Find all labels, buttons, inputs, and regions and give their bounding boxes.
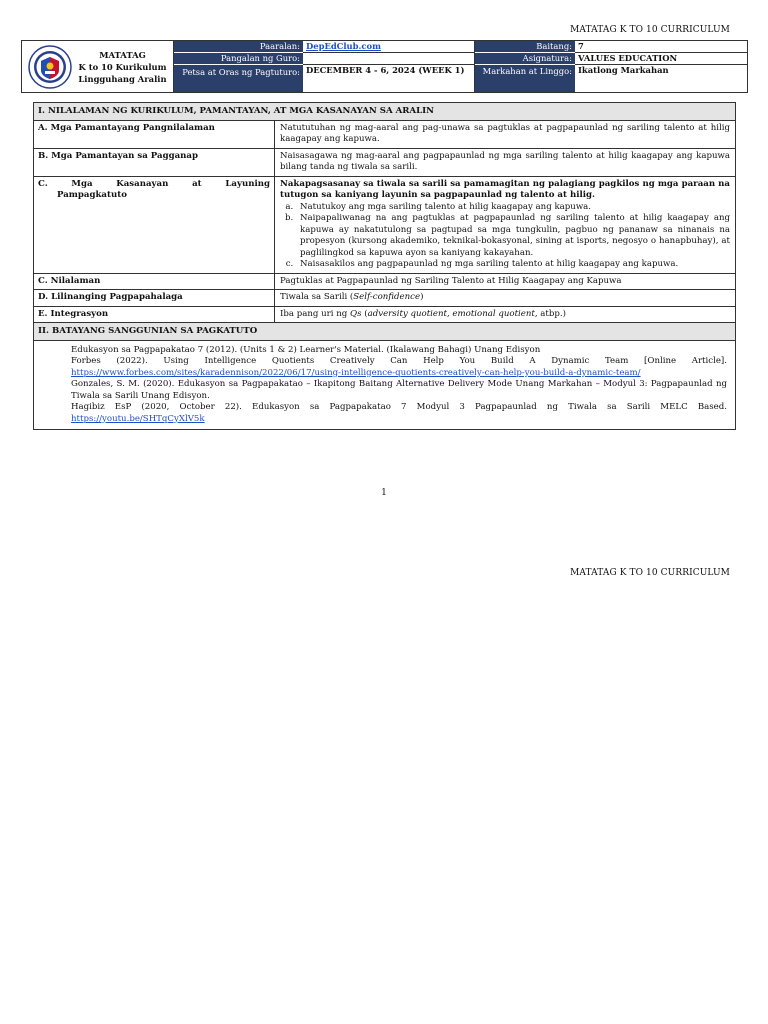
row-value: Naisasagawa ng mag-aaral ang pagpapaunlad ng mga sariling talento at hilig kaagapay ang kapuwa bilang tanda ng tiwala sa sarili.	[280, 150, 730, 172]
row-integrasyon	[34, 307, 735, 324]
row-value	[275, 177, 735, 273]
header-fields	[174, 41, 747, 92]
value-text: (	[361, 308, 368, 319]
row-label: C. Nilalaman	[34, 274, 275, 290]
page-number: 1	[381, 488, 387, 498]
petsa-label: Petsa at Oras ng Pagtuturo:	[174, 65, 303, 92]
value-emphasis: adversity quotient, emotional quotient	[367, 308, 535, 319]
reference-link[interactable]: https://www.forbes.com/sites/karadennison/2022/06/17/using-intelligence-quotients-creatively-can-help-you-build-a-dynamic-team/	[71, 367, 641, 378]
reference-item	[71, 356, 727, 379]
guro-label: Pangalan ng Guro:	[174, 53, 303, 65]
row-kasanayan	[34, 177, 735, 274]
row-pamantayan-sa-pagganap	[34, 149, 735, 177]
curriculum-label: MATATAG K TO 10 CURRICULUM	[570, 25, 730, 35]
lesson-table	[33, 102, 736, 430]
paaralan-value	[303, 41, 475, 53]
lesson-header	[21, 40, 748, 93]
markahan-label: Markahan at Linggo:	[475, 65, 575, 92]
row-label-line: C. Mga Kasanayan at Layuning	[38, 178, 270, 189]
title-line: Lingguhang Aralin	[78, 73, 167, 84]
reference-text: Hagibiz EsP (2020, October 22). Edukasyon sa Pagpapakatao 7 Modyul 3 Pagpapaunlad ng Tiwala sa Sarili MELC Based.	[71, 402, 727, 412]
row-value: Pagtuklas at Pagpapaunlad ng Sariling Talento at Hilig Kaagapay ang Kapuwa	[280, 275, 622, 286]
title-line: MATATAG	[99, 49, 146, 60]
list-item: a. Natutukoy ang mga sariling talento at hilig kaagapay ang kapuwa.	[296, 202, 730, 214]
references	[34, 341, 735, 430]
row-value	[275, 290, 735, 306]
asignatura-label: Asignatura:	[475, 53, 575, 65]
school-link[interactable]: DepEdClub.com	[306, 41, 381, 51]
row-label: B. Mga Pamantayan sa Pagganap	[34, 149, 275, 176]
row-nilalaman	[34, 274, 735, 291]
title-line: K to 10 Kurikulum	[78, 61, 167, 72]
row-label: E. Integrasyon	[34, 307, 275, 323]
row-label: A. Mga Pamantayang Pangnilalaman	[34, 121, 275, 148]
value-text: Tiwala sa Sarili (	[280, 292, 354, 302]
curriculum-label: MATATAG K TO 10 CURRICULUM	[570, 568, 730, 578]
baitang-value: 7	[575, 41, 747, 53]
value-text: Iba pang uri ng	[280, 308, 351, 319]
row-pagpapahalaga	[34, 290, 735, 307]
row-value	[275, 307, 735, 323]
kasanayan-list	[280, 202, 730, 271]
reference-item: Gonzales, S. M. (2020). Edukasyon sa Pagpapakatao – Ikapitong Baitang Alternative Delivery Mode Unang Markahan – Modyul 3: Pagpapaunlad ng Tiwala sa Sarili Unang Edisyon.	[71, 379, 727, 401]
guro-value	[303, 53, 475, 65]
value-text: )	[420, 292, 424, 302]
reference-text: Forbes (2022). Using Intelligence Quotients Creatively Can Help You Build A Dynamic Team [Online Article].	[71, 356, 727, 366]
markahan-value: Ikatlong Markahan	[578, 65, 669, 75]
reference-link[interactable]: https://youtu.be/SHTqCyXlV5k	[71, 413, 205, 424]
petsa-value: DECEMBER 4 - 6, 2024 (WEEK 1)	[303, 65, 475, 92]
asignatura-value: VALUES EDUCATION	[575, 53, 747, 65]
header-logo-cell	[22, 41, 174, 92]
row-pamantayang-pangnilalaman	[34, 121, 735, 149]
value-text: , atbp.)	[534, 308, 566, 319]
deped-seal-icon	[28, 45, 72, 89]
list-item: c. Naisasakilos ang pagpapaunlad ng mga sariling talento at hilig kaagapay ang kapuwa.	[296, 259, 730, 271]
paaralan-label: Paaralan:	[174, 41, 303, 53]
row-label: D. Lilinanging Pagpapahalaga	[34, 290, 275, 306]
baitang-label: Baitang:	[475, 41, 575, 53]
kasanayan-intro: Nakapagsasanay sa tiwala sa sarili sa pamamagitan ng palagiang pagkilos ng mga paraan na tutugon sa kaniyang layunin sa pagpapaunlad ng talento at hilig.	[280, 178, 730, 200]
value-emphasis: Qs	[350, 308, 362, 319]
row-label	[34, 177, 275, 273]
list-item: b. Naipapaliwanag na ang pagtuklas at pagpapaunlad ng sariling talento at hilig kaagapay ang kapuwa ay nakatutulong sa pagtupad sa mga tungkulin, pagbuo ng pananaw sa ninanais na propesyon (kursong akademiko, teknikal-bokasyonal, sining at isports, negosyo o hanapbuhay), at paglilingkod sa kapuwa ayon sa kaniyang kakayahan.	[296, 213, 730, 259]
section2-heading: II. BATAYANG SANGGUNIAN SA PAGKATUTO	[34, 323, 735, 341]
reference-item	[71, 402, 727, 425]
section1-heading: I. NILALAMAN NG KURIKULUM, PAMANTAYAN, AT MGA KASANAYAN SA ARALIN	[34, 103, 735, 121]
value-emphasis: Self-confidence	[353, 292, 421, 302]
reference-item: Edukasyon sa Pagpapakatao 7 (2012). (Units 1 & 2) Learner's Material. (Ikalawang Bahagi) Unang Edisyon	[71, 344, 541, 355]
row-value: Natututuhan ng mag-aaral ang pag-unawa sa pagtuklas at pagpapaunlad ng sariling talento at hilig kaagapay ang kapuwa.	[280, 122, 730, 144]
header-title	[72, 49, 173, 85]
row-label-line: Pampagkatuto	[57, 190, 127, 200]
